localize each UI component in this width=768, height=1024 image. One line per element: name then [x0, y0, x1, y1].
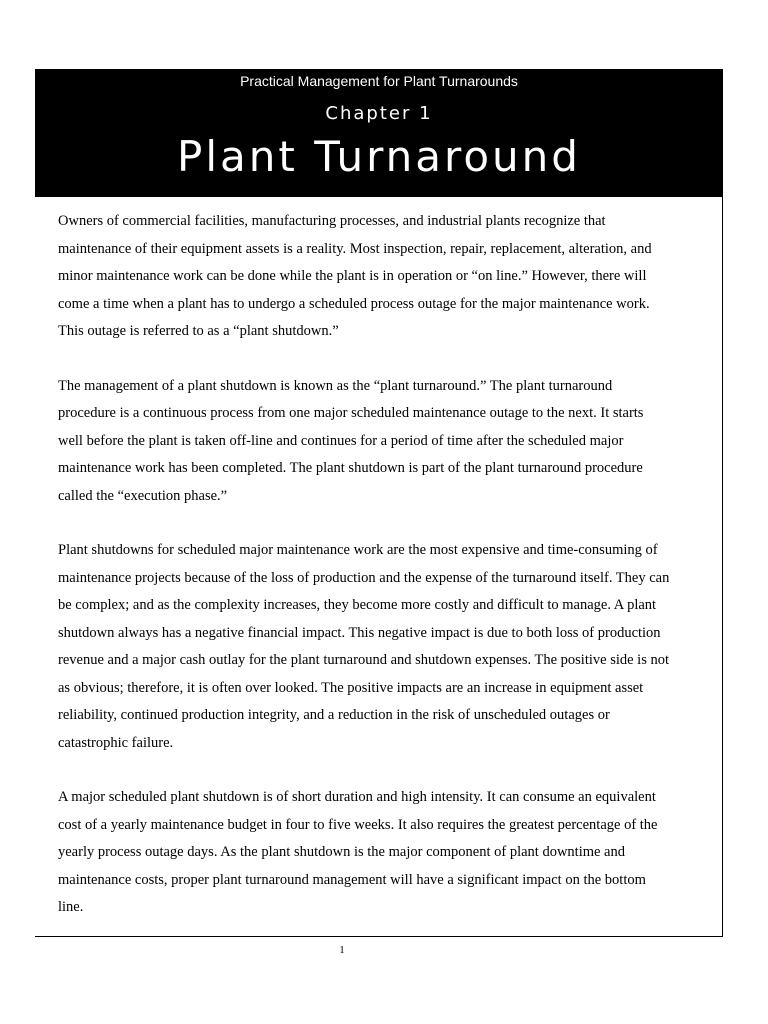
book-title: Practical Management for Plant Turnarounds — [240, 73, 518, 89]
page-number: 1 — [339, 944, 345, 956]
paragraph-4: A major scheduled plant shutdown is of short duration and high intensity. It can consume an equivalent cost of a yearly maintenance budget in four to five weeks. It also requires the greatest percentage of the yearly process outage days. As the plant shutdown is the major component of plant downtime and maintenance costs, proper plant turnaround management will have a significant impact on the bottom line. — [58, 789, 658, 915]
paragraph-1: Owners of commercial facilities, manufacturing processes, and industrial plants recognize that maintenance of their equipment assets is a reality. Most inspection, repair, replacement, alteration, and minor maintenance work can be done while the plant is in operation or “on line.” However, there will come a time when a plant has to undergo a scheduled process outage for the major maintenance work. This outage is referred to as a “plant shutdown.” — [58, 213, 652, 339]
right-border-rule — [722, 197, 723, 937]
footer-rule — [35, 936, 723, 937]
chapter-label: Chapter 1 — [325, 103, 433, 124]
chapter-body — [58, 208, 710, 949]
chapter-header — [35, 69, 723, 197]
chapter-title: Plant Turnaround — [177, 132, 581, 181]
paragraph-2: The management of a plant shutdown is known as the “plant turnaround.” The plant turnaround procedure is a continuous process from one major scheduled maintenance outage to the next. It starts well before the plant is taken off-line and continues for a period of time after the scheduled major maintenance work has been completed. The plant shutdown is part of the plant turnaround procedure called the “execution phase.” — [58, 377, 644, 504]
paragraph-3: Plant shutdowns for scheduled major maintenance work are the most expensive and time-consuming of maintenance projects because of the loss of production and the expense of the turnaround itself. They can be complex; and as the complexity increases, they become more costly and difficult to manage. A plant shutdown always has a negative financial impact. This negative impact is due to both loss of production revenue and a major cash outlay for the plant turnaround and shutdown expenses. The positive side is not as obvious; therefore, it is often over looked. The positive impacts are an increase in equipment asset reliability, continued production integrity, and a reduction in the risk of unscheduled outages or catastrophic failure. — [58, 542, 670, 751]
